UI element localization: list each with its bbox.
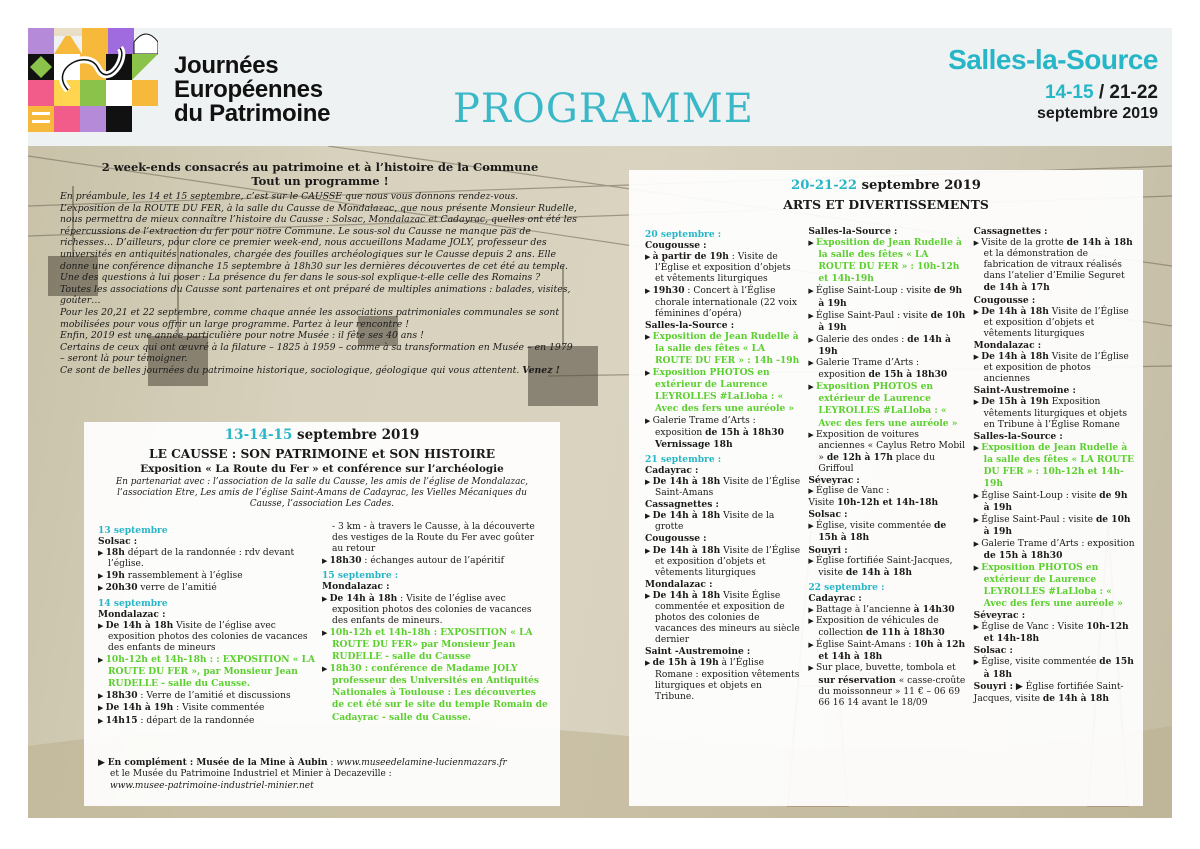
- intro-paragraph: Pour les 20,21 et 22 septembre, comme chaque année les associations patrimoniales communales se sont mobilisées pour vous offrir un large programme. Partez à leur rencontre !: [60, 306, 560, 330]
- event-continuation: - 3 km - à travers le Causse, à la découverte des vestiges de la Route du Fer avec goûter au retour: [332, 522, 535, 555]
- event-item: [645, 367, 802, 415]
- right-col-1: [645, 226, 802, 709]
- event-text: verre de l’amitié: [137, 583, 217, 594]
- place-heading: Mondalazac :: [973, 339, 1042, 351]
- event-time: de 10h à 19h: [983, 514, 1131, 538]
- intro-title-1: 2 week-ends consacrés au patrimoine et à l’histoire de la Commune: [101, 160, 539, 174]
- dates-first-weekend: 14-15: [1044, 82, 1094, 103]
- event-item: [645, 285, 802, 319]
- event-text: Exposition vêtements liturgiques et objets en Tribune à l’Église Romane: [983, 397, 1128, 430]
- event-text: Visite de la grotte: [655, 511, 775, 533]
- event-text: départ de la randonnée : rdv devant l’église.: [108, 548, 295, 570]
- left-date-suffix: septembre 2019: [292, 427, 420, 443]
- event-text: Battage à l’ancienne: [815, 605, 914, 615]
- event-text: : départ de la randonnée: [137, 715, 255, 726]
- event-time: à 14h30: [913, 604, 955, 615]
- event-text: Visite de l’Église Saint-Amans: [655, 476, 801, 499]
- event-time: 10h-12h et 14h-18h: [837, 497, 939, 509]
- event-highlight: 10h-12h et 14h-18h : EXPOSITION « LA ROUTE DU FER» par Monsieur Jean RUDELLE - salle du Causse: [329, 626, 533, 663]
- arts-programme-panel: [629, 170, 1143, 806]
- logo-line-3: du Patrimoine: [174, 100, 331, 127]
- event-time: 18h30: [329, 555, 362, 567]
- event-time: de 14h à 19h: [818, 333, 951, 357]
- day-heading: 13 septembre: [98, 525, 168, 536]
- event-text: Église Saint-Loup : visite: [981, 491, 1100, 502]
- dates-separator: /: [1093, 82, 1110, 103]
- event-highlight: 10h-12h et 14h-18h : : EXPOSITION « LA ROUTE DU FER », par Monsieur Jean RUDELLE - salle du Causse.: [105, 654, 316, 690]
- intro-paragraph: Toutes les associations du Causse sont partenaires et ont préparé de multiples animations : balades, visites, goûter…: [60, 283, 571, 307]
- event-text: « casse-croûte du moissonneur » 11 € – 06 69 66 16 14 avant le 18/09: [818, 675, 966, 708]
- day-heading: 20 septembre :: [645, 229, 722, 240]
- event-item: [645, 657, 802, 702]
- event-time: de 14h à 17h: [983, 282, 1050, 294]
- event-item: [808, 358, 967, 381]
- event-item: [645, 510, 802, 533]
- event-text: Église, visite commentée: [815, 521, 934, 532]
- place-heading: Séveyrac :: [973, 610, 1026, 622]
- right-panel-title: ARTS ET DIVERTISSEMENTS: [783, 197, 989, 212]
- place-heading: Souyri :: [808, 544, 848, 556]
- event-item: [645, 251, 802, 285]
- events-14: [98, 620, 318, 727]
- event-time: 19h30: [652, 285, 685, 297]
- event-item: [974, 681, 1135, 705]
- event-item: [645, 476, 802, 499]
- event-time: de 14h à 18h: [1066, 237, 1133, 249]
- event-highlight: Exposition PHOTOS en extérieur de Laurence LEYROLLES #LaLloba : « Avec des fers une auréole »: [815, 381, 958, 429]
- event-time: de 9h à 19h: [983, 490, 1128, 514]
- place-heading: Cougousse :: [645, 240, 707, 252]
- event-time: 18h: [105, 547, 125, 559]
- event-time: 19h: [105, 570, 125, 582]
- event-text: Sur place, buvette, tombola et: [815, 663, 956, 674]
- place-heading: Solsac :: [973, 645, 1013, 657]
- event-item: [974, 306, 1135, 340]
- place-heading: Solsac :: [808, 509, 848, 521]
- event-text: : Concert à l’Église chorale internationale (22 voix féminines d’opéra): [655, 286, 797, 319]
- event-item: [808, 520, 967, 544]
- event-item: [974, 539, 1135, 562]
- event-text: Galerie Trame d’Arts : exposition: [981, 538, 1135, 549]
- intro-paragraph: [60, 365, 580, 377]
- event-time: 20h30: [105, 582, 138, 594]
- event-highlight: 18h30 : conférence de Madame JOLY professeur des Universités en Antiquités Nationales à Toulouse : Les découvertes de cet été sur le site du temple Romain de Cadayrac - salle du Causse.: [329, 663, 548, 723]
- event-item: [974, 396, 1135, 430]
- event-time: de 15h à 18h30: [868, 369, 948, 381]
- complement-line-2: [98, 769, 538, 780]
- causse-programme-panel: [84, 422, 560, 806]
- intro-body: [60, 191, 580, 377]
- jep-logo-mosaic: [28, 28, 158, 132]
- intro-title-2: Tout un programme !: [251, 174, 389, 188]
- intro-section: [60, 160, 580, 377]
- event-text: : Verre de l’amitié et discussions: [137, 691, 291, 702]
- event-item: [98, 654, 318, 690]
- event-time: de 9h à 19h: [818, 285, 963, 309]
- event-item: [974, 490, 1135, 514]
- event-item: [808, 639, 967, 663]
- event-time: de 14h à 18h: [845, 566, 912, 578]
- right-col-2: [808, 226, 967, 709]
- event-item: [98, 570, 318, 582]
- event-item: [98, 690, 318, 702]
- event-item: [645, 331, 802, 367]
- event-item: [808, 604, 967, 616]
- place-heading: Saint -Austremoine :: [645, 646, 751, 658]
- intro-paragraph: L’exposition de la ROUTE DU FER, à la salle du Causse de Mondalazac, que nous présente Monsieur Rudelle, nous permettra de mieux connaître l’histoire du Causse : Solsac, Mondalazac et Cadayrac, quelles ont été les répercussions de l’extraction du fer pour notre Commune. Le sous-sol du Causse ne manque pas de richesses… D’ailleurs, pour clore ce premier week-end, nous accueillons Madame JOLY, professeur des universités en antiquités nationales, chargée des fouilles archéologiques sur le Causse depuis 2 ans. Elle donne une conférence dimanche 15 septembre à 18h30 sur les dernières découvertes de cet été au temple. Une des questions à lui poser : La présence du fer dans le sous-sol explique-t-elle celle des Romains ?: [60, 202, 577, 284]
- intro-paragraph-text: Ce sont de belles journées du patrimoine historique, sociologique, géologique qui vous attentent.: [60, 364, 520, 376]
- event-text: Exposition de voitures anciennes « Caylus Retro Mobil »: [815, 429, 965, 463]
- event-time: De 14h à 18h: [652, 544, 721, 556]
- jep-logo-text: [174, 54, 330, 126]
- event-item: [974, 237, 1135, 294]
- event-time: de 14h à 18h: [1042, 692, 1109, 704]
- event-time: 10h-12h et 14h-18h: [983, 621, 1129, 645]
- event-item: [98, 702, 318, 714]
- event-highlight: Exposition PHOTOS en extérieur de Laurence LEYROLLES #LaLloba : « Avec des fers une auréole »: [981, 561, 1123, 609]
- event-time: de 15h à 19h: [652, 657, 719, 669]
- event-text: Visite: [808, 498, 838, 509]
- event-dates: [1037, 82, 1158, 124]
- place-heading: Saint-Austremoine :: [973, 385, 1076, 397]
- dates-month: septembre 2019: [1037, 105, 1158, 122]
- event-text: : échanges autour de l’apéritif: [361, 556, 504, 567]
- event-time: de 12h à 17h: [826, 451, 893, 463]
- industrial-museum-link[interactable]: www.musee-patrimoine-industriel-minier.net: [110, 780, 314, 791]
- events-15: [322, 593, 548, 724]
- place-heading: Cadayrac :: [808, 592, 862, 604]
- event-item: [974, 442, 1135, 490]
- event-item: [974, 351, 1135, 385]
- place-heading: Salles-la-Source :: [973, 430, 1063, 442]
- left-panel-title: LE CAUSSE : SON PATRIMOINE et SON HISTOIRE: [149, 447, 495, 461]
- event-text: ▶ Église fortifiée Saint-Jacques, visite: [973, 681, 1124, 704]
- place-heading: Cougousse :: [973, 294, 1036, 306]
- intro-paragraph: Enfin, 2019 est une année particulière pour notre Musée : il fête ses 40 ans !: [60, 330, 424, 342]
- event-time: De 14h à 18h: [981, 351, 1049, 363]
- right-date-days: 20-21-22: [791, 178, 858, 193]
- place-heading: Cassagnettes :: [973, 226, 1048, 237]
- right-date-suffix: septembre 2019: [857, 178, 981, 193]
- day-heading: 14 septembre: [98, 597, 168, 609]
- event-time: De 14h à 18h: [981, 305, 1049, 317]
- event-item: [645, 416, 802, 451]
- event-time: à partir de 19h: [652, 251, 729, 263]
- event-text: Visite de l’Église et exposition d’objets et vêtements liturgiques: [655, 545, 801, 578]
- left-col-2: [322, 522, 548, 727]
- event-text: : Visite de l’Église et exposition d’objets et vêtements liturgiques: [655, 252, 791, 285]
- event-item: [645, 590, 802, 646]
- event-item: [808, 285, 967, 309]
- event-item: [974, 621, 1135, 645]
- event-text: Église de Vanc : Visite: [981, 622, 1087, 633]
- place-heading: Mondalazac :: [98, 608, 166, 620]
- left-date-days: 13-14-15: [224, 427, 293, 443]
- event-item: [808, 310, 967, 334]
- event-time: De 14h à 18h: [329, 592, 398, 604]
- events-13: [98, 547, 318, 594]
- event-item: [808, 334, 967, 358]
- event-item: [808, 381, 967, 429]
- logo-line-2: Européennes: [174, 76, 323, 103]
- place-heading: Séveyrac :: [808, 474, 860, 486]
- complement-lead: En complément : Musée de la Mine à Aubin: [107, 758, 328, 768]
- right-col-3: [974, 226, 1135, 709]
- event-item: [808, 556, 967, 579]
- event-item: [645, 545, 802, 579]
- event-text: Église Saint-Paul : visite: [815, 310, 931, 321]
- event-time: 18h30: [105, 690, 138, 702]
- event-text: Galerie Trame d’Arts : exposition: [815, 358, 920, 381]
- event-text: Église Saint-Paul : visite: [981, 515, 1096, 526]
- event-text: Église fortifiée Saint-Jacques, visite: [815, 555, 953, 578]
- event-item: [98, 715, 318, 727]
- event-text: rassemblement à l’église: [124, 571, 243, 582]
- event-item: [808, 430, 967, 475]
- event-time: 10h à 12h et 14h à 18h: [818, 639, 966, 663]
- complement-line-3: [98, 781, 538, 792]
- day-heading: 22 septembre :: [808, 581, 885, 593]
- intro-closing: Venez !: [522, 364, 560, 376]
- programme-title: PROGRAMME: [453, 86, 754, 132]
- event-item: [98, 620, 318, 654]
- event-item: [974, 562, 1135, 610]
- event-text: Galerie Trame d’Arts : exposition: [652, 415, 756, 438]
- left-col-1: [98, 522, 318, 727]
- header-banner: [28, 28, 1172, 146]
- event-text: Visite de l’église avec exposition photos des colonies de vacances des enfants de mineurs: [108, 620, 308, 653]
- event-highlight: Exposition de Jean Rudelle à la salle des fêtes « LA ROUTE DU FER » : 10h-12h et 14h-19h: [981, 441, 1135, 490]
- event-item: [808, 497, 967, 509]
- place-heading: Cadayrac :: [645, 464, 699, 476]
- left-panel-partners: En partenariat avec : l’association de la salle du Causse, les amis de l’église de Mondalazac, l’association Etre, Les amis de l’église Saint-Amans de Cadayrac, les Vielles Mécaniques du Causse, l’association Les Cades.: [115, 477, 529, 509]
- event-time: De 14h à 18h: [652, 510, 721, 522]
- place-heading: Cougousse :: [645, 533, 707, 545]
- event-item: [322, 555, 548, 567]
- event-time: De 14h à 19h: [105, 702, 174, 714]
- event-text: Exposition de véhicules de collection: [815, 616, 939, 639]
- event-time: de 11h à 18h30: [866, 627, 945, 639]
- left-panel-columns: [98, 522, 548, 727]
- events-14-end: [322, 555, 548, 567]
- event-text: et la démonstration de fabrication de vitraux réalisés dans l’atelier d’Emilie Seguret: [983, 249, 1125, 282]
- event-time: sur réservation: [818, 674, 896, 686]
- event-item: [98, 582, 318, 594]
- place-heading: Mondalazac :: [322, 581, 390, 593]
- event-time: De 14h à 18h: [652, 475, 721, 487]
- event-item: [974, 514, 1135, 538]
- event-text: Église de Vanc :: [815, 486, 890, 497]
- event-item: [98, 547, 318, 570]
- event-item: [974, 656, 1135, 680]
- right-panel-date: [629, 178, 1143, 193]
- place-heading: Salles-la-Source :: [645, 319, 735, 331]
- complement-note: [98, 758, 538, 792]
- town-name: Salles-la-Source: [948, 44, 1158, 75]
- event-text: Église, visite commentée: [981, 657, 1100, 668]
- event-text: Visite de la grotte: [981, 238, 1067, 249]
- event-time: De 14h à 18h: [652, 589, 721, 601]
- place-heading: Salles-la-Source :: [808, 226, 898, 237]
- right-panel-columns: [645, 226, 1135, 709]
- intro-paragraph: En préambule, les 14 et 15 septembre, c’est sur le CAUSSE que nous vous donnons rendez-vous.: [60, 191, 519, 202]
- event-text: Église Saint-Loup : visite: [815, 286, 934, 297]
- event-item: [808, 663, 967, 708]
- event-time: de 15h à 18h30 Vernissage 18h: [655, 426, 784, 450]
- event-time: de 10h à 19h: [818, 309, 966, 333]
- complement-mid: et le Musée du Patrimoine Industriel et Minier à Decazeville :: [110, 769, 392, 780]
- event-text: Galerie des ondes :: [815, 334, 908, 345]
- event-text: Visite de l’Église et exposition d’objets et vêtements liturgiques: [983, 306, 1129, 339]
- event-item: [808, 486, 967, 497]
- event-time: Souyri :: [973, 680, 1013, 692]
- complement-line: ▶ En complément : Musée de la Mine à Aubin : www.museedelamine-lucienmazars.fr: [98, 758, 507, 768]
- event-time: De 14h à 18h: [105, 619, 174, 631]
- event-highlight: Exposition PHOTOS en extérieur de Laurence LEYROLLES #LaLloba : « Avec des fers une auréole »: [652, 367, 795, 415]
- place-heading: Cassagnettes :: [645, 499, 719, 511]
- event-highlight: Exposition de Jean Rudelle à la salle des fêtes « LA ROUTE DU FER » : 10h-12h et 14h-19h: [815, 237, 962, 285]
- event-item: [322, 593, 548, 627]
- logo-line-1: Journées: [174, 52, 279, 79]
- place-heading: Mondalazac :: [645, 578, 713, 590]
- event-text: Visite de l’Église et exposition de photos anciennes: [983, 352, 1129, 385]
- event-text: à l’Église Romane : exposition vêtements liturgiques et objets en Tribune.: [655, 658, 800, 702]
- event-text: Église Saint-Amans :: [815, 640, 915, 651]
- event-text: : Visite de l’église avec exposition photos des colonies de vacances des enfants de mineurs.: [332, 593, 532, 626]
- place-heading: Solsac :: [98, 536, 138, 548]
- event-item: [808, 616, 967, 639]
- event-time: de 15h à 18h: [818, 520, 947, 544]
- day-heading: 15 septembre :: [322, 570, 399, 582]
- event-time: de 15h à 18h: [983, 656, 1134, 680]
- event-text: : Visite commentée: [173, 703, 265, 714]
- event-highlight: Exposition de Jean Rudelle à la salle des fêtes « LA ROUTE DU FER » : 14h -19h: [652, 330, 800, 367]
- intro-paragraph: Certains de ceux qui ont œuvré à la filature – 1825 à 1959 – comme à sa transformation en Musée – en 1979 – seront là pour témoigner.: [60, 341, 573, 365]
- event-text: place du Griffoul: [818, 452, 935, 474]
- event-time: de 15h à 18h30: [983, 549, 1063, 561]
- left-panel-date: [84, 427, 560, 443]
- event-item: [322, 663, 548, 723]
- day-heading: 21 septembre :: [645, 453, 722, 465]
- event-text: Visite Église commentée et exposition de photos des colonies de vacances des mineurs au siècle dernier: [655, 590, 800, 646]
- event-time: De 15h à 19h: [981, 396, 1049, 408]
- mine-museum-link[interactable]: www.museedelamine-lucienmazars.fr: [336, 758, 507, 768]
- dates-second-weekend: 21-22: [1109, 82, 1158, 103]
- event-item: [322, 627, 548, 663]
- event-item: [808, 237, 967, 285]
- event-time: 14h15: [105, 714, 138, 726]
- left-panel-subtitle: Exposition « La Route du Fer » et conférence sur l’archéologie: [140, 463, 504, 475]
